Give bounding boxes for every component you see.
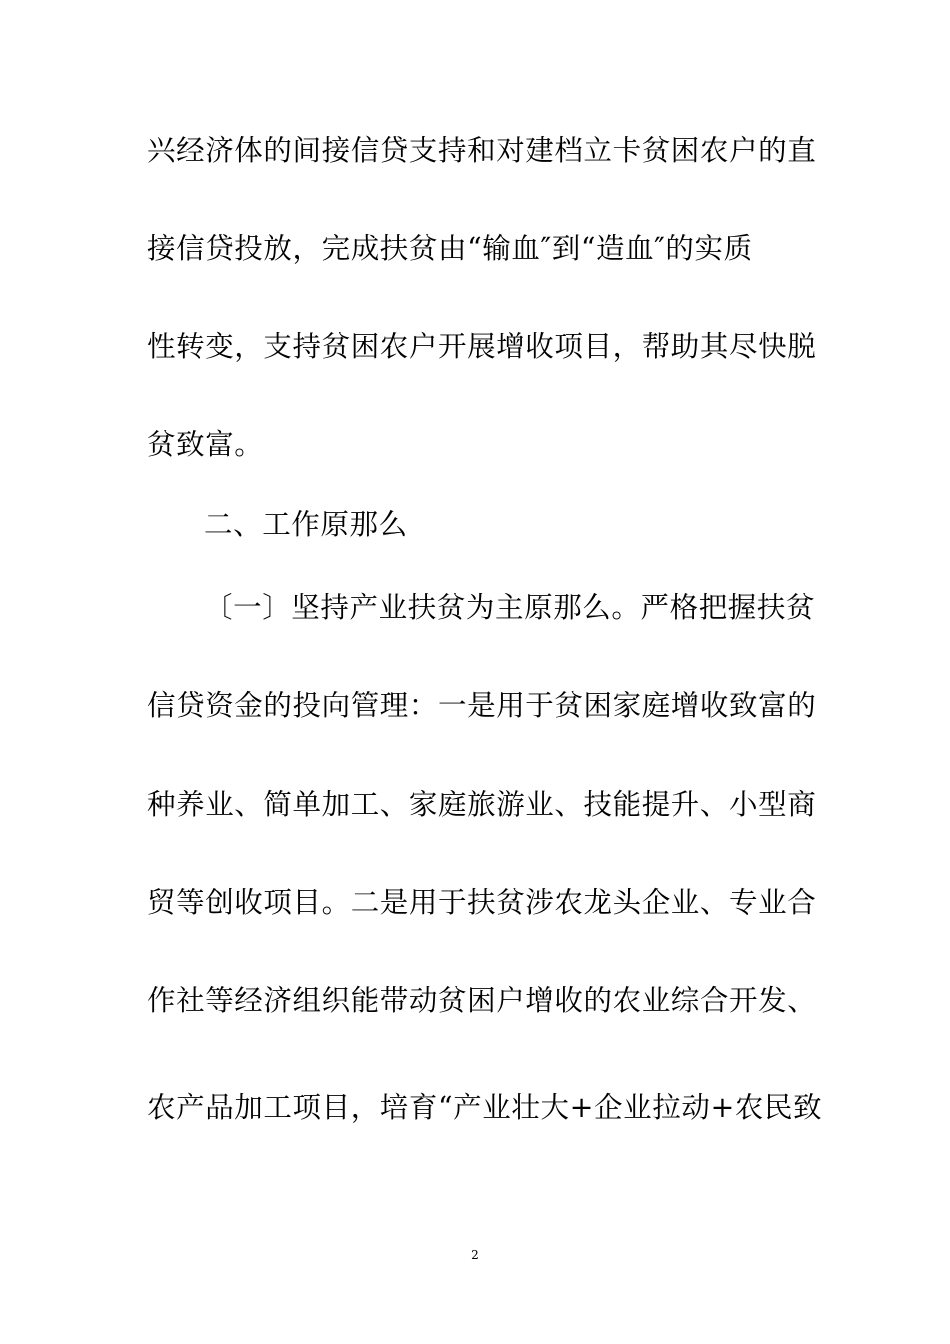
body-text-line: 信贷资金的投向管理：一是用于贫困家庭增收致富的 [147, 689, 817, 722]
body-text-line: 农产品加工项目，培育“产业壮大+企业拉动+农民致 [147, 1091, 823, 1124]
body-text-line: 接信贷投放，完成扶贫由“输血″到“造血″的实质 [147, 232, 753, 265]
body-text-line: 性转变，支持贫困农户开展增收项目，帮助其尽快脱 [147, 330, 817, 363]
body-text-line: 作社等经济组织能带动贫困户增收的农业综合开发、 [147, 984, 817, 1017]
section-heading: 二、工作原那么 [204, 508, 408, 541]
body-text-line: 贸等创收项目。二是用于扶贫涉农龙头企业、专业合 [147, 886, 817, 919]
body-text-line: 贫致富。 [147, 428, 264, 461]
body-text-line: 〔一〕坚持产业扶贫为主原那么。严格把握扶贫 [204, 591, 816, 624]
page-number: 2 [471, 1248, 479, 1262]
body-text-line: 兴经济体的间接信贷支持和对建档立卡贫困农户的直 [147, 134, 817, 167]
body-text-line: 种养业、简单加工、家庭旅游业、技能提升、小型商 [147, 788, 817, 821]
